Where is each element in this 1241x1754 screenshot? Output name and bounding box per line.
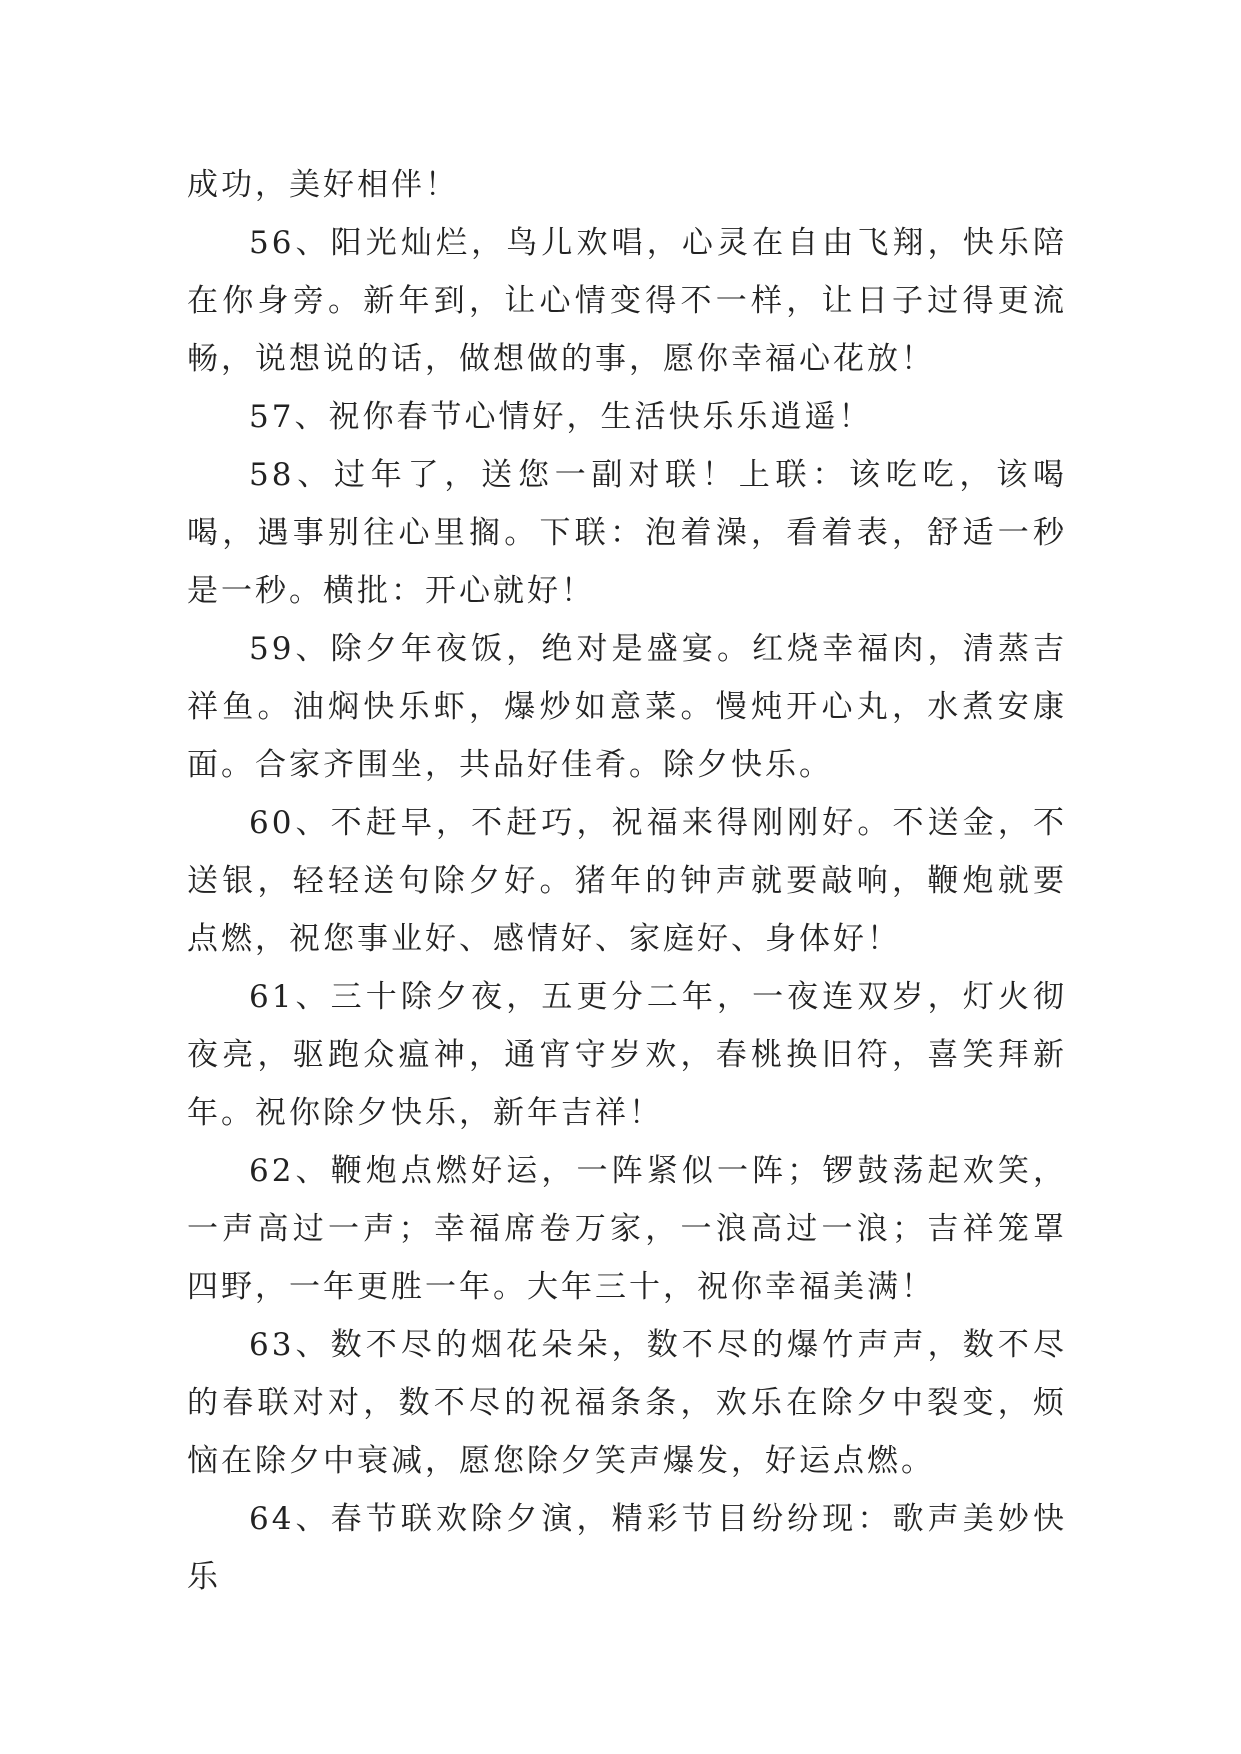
paragraph-62: 62、鞭炮点燃好运，一阵紧似一阵；锣鼓荡起欢笑，一声高过一声；幸福席卷万家，一浪高过一浪；吉祥笼罩四野，一年更胜一年。大年三十，祝你幸福美满！ — [187, 1153, 1067, 1305]
paragraph-56: 56、阳光灿烂，鸟儿欢唱，心灵在自由飞翔，快乐陪在你身旁。新年到，让心情变得不一样，让日子过得更流畅，说想说的话，做想做的事，愿你幸福心花放！ — [187, 225, 1067, 377]
paragraph-64: 64、春节联欢除夕演，精彩节目纷纷现：歌声美妙快乐 — [187, 1501, 1067, 1595]
paragraph-59: 59、除夕年夜饭，绝对是盛宴。红烧幸福肉，清蒸吉祥鱼。油焖快乐虾，爆炒如意菜。慢炖开心丸，水煮安康面。合家齐围坐，共品好佳肴。除夕快乐。 — [187, 631, 1067, 783]
paragraph-60: 60、不赶早，不赶巧，祝福来得刚刚好。不送金，不送银，轻轻送句除夕好。猪年的钟声就要敲响，鞭炮就要点燃，祝您事业好、感情好、家庭好、身体好！ — [187, 805, 1067, 957]
paragraph-63: 63、数不尽的烟花朵朵，数不尽的爆竹声声，数不尽的春联对对，数不尽的祝福条条，欢乐在除夕中裂变，烦恼在除夕中衰减，愿您除夕笑声爆发，好运点燃。 — [187, 1327, 1067, 1479]
paragraph-61: 61、三十除夕夜，五更分二年，一夜连双岁，灯火彻夜亮，驱跑众瘟神，通宵守岁欢，春桃换旧符，喜笑拜新年。祝你除夕快乐，新年吉祥！ — [187, 979, 1067, 1131]
paragraph-58: 58、过年了，送您一副对联！上联：该吃吃，该喝喝，遇事别往心里搁。下联：泡着澡，看着表，舒适一秒是一秒。横批：开心就好！ — [187, 457, 1067, 609]
body-text — [187, 156, 1067, 1606]
paragraph-continuation: 成功，美好相伴！ — [187, 167, 459, 203]
paragraph-57: 57、祝你春节心情好，生活快乐乐逍遥！ — [249, 399, 873, 435]
